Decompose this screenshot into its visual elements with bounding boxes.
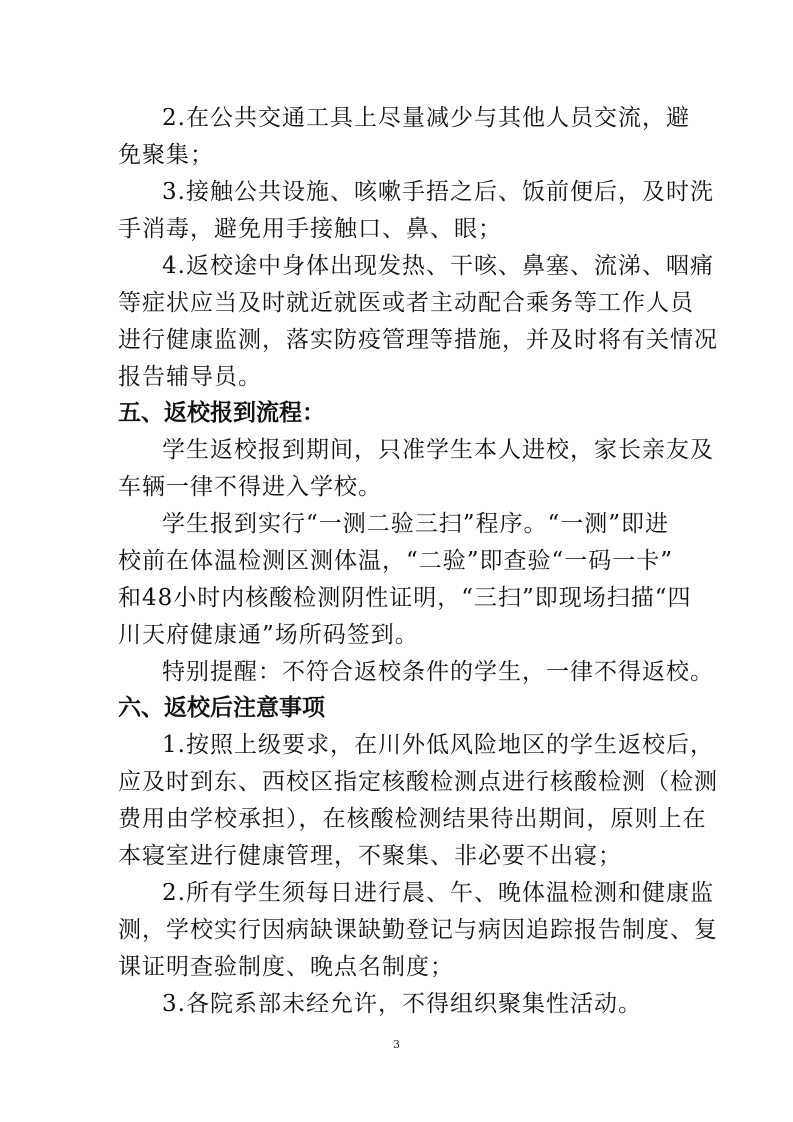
paragraph-line: 进行健康监测，落实防疫管理等措施，并及时将有关情况 (118, 327, 718, 353)
paragraph-line: 学生返校报到期间，只准学生本人进校，家长亲友及 (162, 437, 714, 463)
page-number: 3 (393, 1038, 400, 1051)
paragraph-line: 校前在体温检测区测体温，“二验”即查验“一码一卡” (118, 548, 674, 574)
paragraph-line: 3.各院系部未经允许，不得组织聚集性活动。 (162, 991, 642, 1017)
paragraph-line: 4.返校途中身体出现发热、干咳、鼻塞、流涕、咽痛 (162, 253, 714, 279)
paragraph-line: 费用由学校承担），在核酸检测结果待出期间，原则上在 (118, 806, 707, 832)
paragraph-line: 1.按照上级要求，在川外低风险地区的学生返校后， (162, 732, 714, 758)
paragraph-line: 应及时到东、西校区指定核酸检测点进行核酸检测（检测 (118, 769, 718, 795)
paragraph-line: 课证明查验制度、晚点名制度； (118, 954, 454, 980)
paragraph-line: 等症状应当及时就近就医或者主动配合乘务等工作人员 (118, 290, 694, 316)
paragraph-line: 测，学校实行因病缺课缺勤登记与病因追踪报告制度、复 (118, 917, 718, 943)
paragraph-line: 本寝室进行健康管理，不聚集、非必要不出寝； (118, 843, 622, 869)
paragraph-line: 3.接触公共设施、咳嗽手捂之后、饭前便后，及时洗 (162, 179, 714, 205)
paragraph-line: 2.在公共交通工具上尽量减少与其他人员交流，避 (162, 105, 690, 131)
paragraph-line: 学生报到实行“一测二验三扫”程序。“一测”即进 (162, 511, 670, 537)
paragraph-line: 免聚集； (118, 142, 214, 168)
paragraph-line: 和48小时内核酸检测阴性证明，“三扫”即现场扫描“四 (118, 585, 692, 611)
section-heading-6: 六、返校后注意事项 (118, 695, 325, 721)
paragraph-line: 手消毒，避免用手接触口、鼻、眼； (118, 216, 502, 242)
paragraph-line: 车辆一律不得进入学校。 (118, 474, 382, 500)
paragraph-line: 报告辅导员。 (118, 364, 262, 390)
section-heading-5: 五、返校报到流程： (118, 400, 325, 426)
paragraph-line: 川天府健康通”场所码签到。 (118, 622, 419, 648)
paragraph-line: 2.所有学生须每日进行晨、午、晚体温检测和健康监 (162, 880, 714, 906)
paragraph-line: 特别提醒：不符合返校条件的学生，一律不得返校。 (162, 659, 714, 685)
